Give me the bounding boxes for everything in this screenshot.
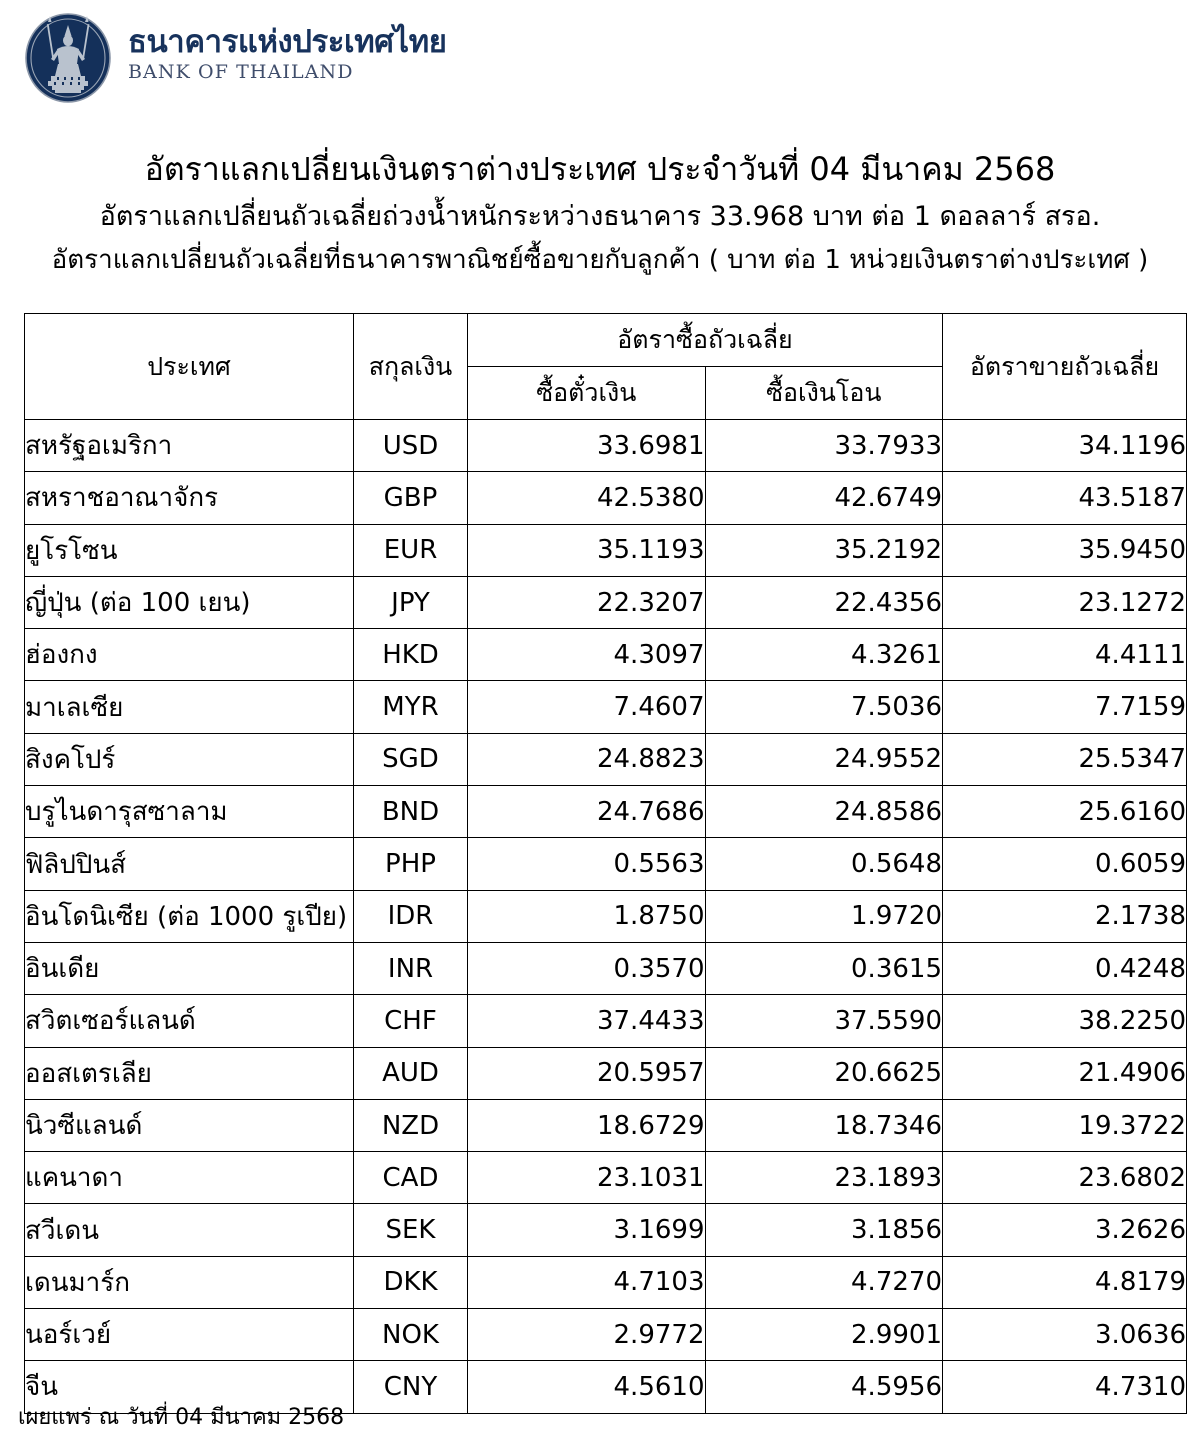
brand-name-en: BANK OF THAILAND (128, 61, 354, 84)
exchange-rate-table (24, 313, 1187, 1414)
table-row (25, 890, 1187, 942)
column-header-selling: อัตราขายถัวเฉลี่ย (943, 314, 1187, 420)
cell-country: อินโดนิเซีย (ต่อ 1000 รูเปีย) (25, 890, 354, 942)
cell-currency-code: NZD (354, 1099, 468, 1151)
cell-buy-sight-bill: 33.6981 (468, 420, 706, 472)
table-row (25, 995, 1187, 1047)
exchange-rate-table-container (24, 313, 1187, 1414)
cell-sell: 0.4248 (943, 942, 1187, 994)
cell-country: อินเดีย (25, 942, 354, 994)
cell-country: ออสเตรเลีย (25, 1047, 354, 1099)
cell-currency-code: USD (354, 420, 468, 472)
cell-buy-sight-bill: 22.3207 (468, 576, 706, 628)
table-header-row-primary (25, 314, 1187, 367)
table-row (25, 786, 1187, 838)
cell-country: สหราชอาณาจักร (25, 472, 354, 524)
cell-sell: 2.1738 (943, 890, 1187, 942)
cell-buy-sight-bill: 7.4607 (468, 681, 706, 733)
cell-buy-sight-bill: 2.9772 (468, 1309, 706, 1361)
cell-currency-code: EUR (354, 524, 468, 576)
cell-buy-transfer: 18.7346 (705, 1099, 943, 1151)
cell-sell: 19.3722 (943, 1099, 1187, 1151)
cell-buy-transfer: 0.3615 (705, 942, 943, 994)
cell-currency-code: SEK (354, 1204, 468, 1256)
cell-buy-transfer: 1.9720 (705, 890, 943, 942)
document-titles (0, 148, 1200, 277)
cell-country: ฟิลิปปินส์ (25, 838, 354, 890)
table-body (25, 420, 1187, 1414)
interbank-rate-note: อัตราแลกเปลี่ยนถัวเฉลี่ยถ่วงน้ำหนักระหว่างธนาคาร 33.968 บาท ต่อ 1 ดอลลาร์ สรอ. (99, 200, 1101, 232)
page-title: อัตราแลกเปลี่ยนเงินตราต่างประเทศ ประจำวันที่ 04 มีนาคม 2568 (144, 150, 1056, 188)
cell-country: จีน (25, 1361, 354, 1413)
table-row (25, 524, 1187, 576)
cell-buy-sight-bill: 4.7103 (468, 1256, 706, 1308)
cell-sell: 34.1196 (943, 420, 1187, 472)
column-header-buying-transfer: ซื้อเงินโอน (705, 367, 943, 420)
cell-country: เดนมาร์ก (25, 1256, 354, 1308)
cell-country: สิงคโปร์ (25, 733, 354, 785)
cell-currency-code: PHP (354, 838, 468, 890)
cell-sell: 4.4111 (943, 629, 1187, 681)
cell-buy-sight-bill: 35.1193 (468, 524, 706, 576)
cell-buy-transfer: 37.5590 (705, 995, 943, 1047)
cell-country: นอร์เวย์ (25, 1309, 354, 1361)
cell-buy-transfer: 4.5956 (705, 1361, 943, 1413)
cell-country: นิวซีแลนด์ (25, 1099, 354, 1151)
cell-currency-code: AUD (354, 1047, 468, 1099)
cell-sell: 21.4906 (943, 1047, 1187, 1099)
cell-buy-transfer: 0.5648 (705, 838, 943, 890)
cell-sell: 4.7310 (943, 1361, 1187, 1413)
cell-buy-transfer: 35.2192 (705, 524, 943, 576)
cell-buy-sight-bill: 1.8750 (468, 890, 706, 942)
table-row (25, 1256, 1187, 1308)
cell-sell: 35.9450 (943, 524, 1187, 576)
cell-buy-transfer: 4.3261 (705, 629, 943, 681)
column-header-buying-group: อัตราซื้อถัวเฉลี่ย (468, 314, 943, 367)
table-row (25, 1152, 1187, 1204)
cell-country: ยูโรโซน (25, 524, 354, 576)
table-row (25, 629, 1187, 681)
cell-currency-code: GBP (354, 472, 468, 524)
cell-sell: 23.6802 (943, 1152, 1187, 1204)
table-row (25, 472, 1187, 524)
cell-currency-code: HKD (354, 629, 468, 681)
cell-buy-sight-bill: 4.3097 (468, 629, 706, 681)
table-row (25, 1309, 1187, 1361)
column-header-country: ประเทศ (25, 314, 354, 420)
cell-buy-transfer: 4.7270 (705, 1256, 943, 1308)
cell-buy-transfer: 7.5036 (705, 681, 943, 733)
cell-sell: 38.2250 (943, 995, 1187, 1047)
masthead (24, 12, 447, 104)
cell-buy-transfer: 22.4356 (705, 576, 943, 628)
cell-currency-code: CAD (354, 1152, 468, 1204)
cell-buy-transfer: 23.1893 (705, 1152, 943, 1204)
published-date-note: เผยแพร่ ณ วันที่ 04 มีนาคม 2568 (18, 1405, 345, 1430)
cell-buy-transfer: 24.8586 (705, 786, 943, 838)
cell-country: สหรัฐอเมริกา (25, 420, 354, 472)
cell-country: มาเลเซีย (25, 681, 354, 733)
cell-sell: 25.5347 (943, 733, 1187, 785)
table-row (25, 420, 1187, 472)
table-row (25, 1204, 1187, 1256)
table-row (25, 838, 1187, 890)
cell-currency-code: DKK (354, 1256, 468, 1308)
table-row (25, 942, 1187, 994)
cell-currency-code: IDR (354, 890, 468, 942)
cell-country: ฮ่องกง (25, 629, 354, 681)
cell-country: ญี่ปุ่น (ต่อ 100 เยน) (25, 576, 354, 628)
cell-buy-sight-bill: 20.5957 (468, 1047, 706, 1099)
cell-currency-code: MYR (354, 681, 468, 733)
cell-buy-sight-bill: 0.5563 (468, 838, 706, 890)
cell-sell: 3.0636 (943, 1309, 1187, 1361)
cell-buy-sight-bill: 24.8823 (468, 733, 706, 785)
cell-buy-sight-bill: 23.1031 (468, 1152, 706, 1204)
cell-currency-code: CHF (354, 995, 468, 1047)
cell-country: สวีเดน (25, 1204, 354, 1256)
cell-buy-sight-bill: 18.6729 (468, 1099, 706, 1151)
cell-buy-transfer: 33.7933 (705, 420, 943, 472)
cell-buy-transfer: 2.9901 (705, 1309, 943, 1361)
table-row (25, 681, 1187, 733)
brand-wordmark (128, 25, 447, 91)
cell-currency-code: BND (354, 786, 468, 838)
cell-buy-transfer: 20.6625 (705, 1047, 943, 1099)
brand-name-th: ธนาคารแห่งประเทศไทย (128, 23, 447, 60)
cell-buy-sight-bill: 0.3570 (468, 942, 706, 994)
cell-buy-sight-bill: 42.5380 (468, 472, 706, 524)
table-row (25, 1099, 1187, 1151)
cell-buy-sight-bill: 3.1699 (468, 1204, 706, 1256)
cell-currency-code: JPY (354, 576, 468, 628)
cell-buy-transfer: 24.9552 (705, 733, 943, 785)
table-header (25, 314, 1187, 420)
cell-sell: 3.2626 (943, 1204, 1187, 1256)
cell-buy-sight-bill: 24.7686 (468, 786, 706, 838)
cell-currency-code: SGD (354, 733, 468, 785)
commercial-bank-rate-note: อัตราแลกเปลี่ยนถัวเฉลี่ยที่ธนาคารพาณิชย์ซื้อขายกับลูกค้า ( บาท ต่อ 1 หน่วยเงินตราต่างประเทศ ) (51, 244, 1149, 275)
cell-sell: 25.6160 (943, 786, 1187, 838)
cell-sell: 43.5187 (943, 472, 1187, 524)
cell-buy-sight-bill: 37.4433 (468, 995, 706, 1047)
cell-country: บรูไนดารุสซาลาม (25, 786, 354, 838)
cell-country: สวิตเซอร์แลนด์ (25, 995, 354, 1047)
cell-buy-transfer: 3.1856 (705, 1204, 943, 1256)
table-row (25, 1047, 1187, 1099)
cell-sell: 0.6059 (943, 838, 1187, 890)
column-header-currency: สกุลเงิน (354, 314, 468, 420)
cell-currency-code: CNY (354, 1361, 468, 1413)
bot-seal-icon (24, 12, 112, 104)
table-row (25, 576, 1187, 628)
cell-currency-code: NOK (354, 1309, 468, 1361)
table-row (25, 733, 1187, 785)
cell-buy-transfer: 42.6749 (705, 472, 943, 524)
cell-sell: 4.8179 (943, 1256, 1187, 1308)
cell-sell: 23.1272 (943, 576, 1187, 628)
cell-buy-sight-bill: 4.5610 (468, 1361, 706, 1413)
cell-currency-code: INR (354, 942, 468, 994)
cell-country: แคนาดา (25, 1152, 354, 1204)
column-header-buying-sight-bill: ซื้อตั๋วเงิน (468, 367, 706, 420)
cell-sell: 7.7159 (943, 681, 1187, 733)
